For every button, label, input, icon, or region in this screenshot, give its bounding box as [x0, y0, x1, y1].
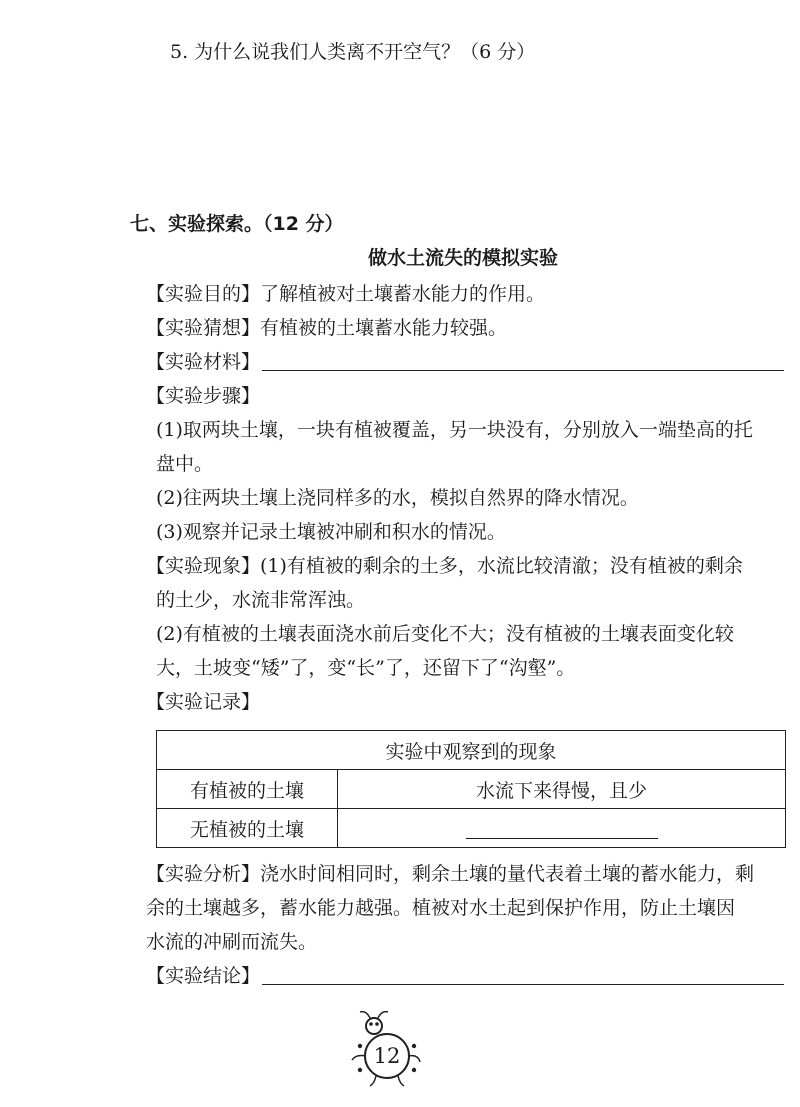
materials-answer-line[interactable]: [262, 370, 784, 371]
phenomenon-1-line-b: 的土少，水流非常浑浊。: [156, 589, 366, 611]
page-number-badge: [340, 1010, 430, 1090]
experiment-purpose: 【实验目的】了解植被对土壤蓄水能力的作用。: [146, 283, 546, 305]
table-row-2-value[interactable]: [338, 809, 786, 848]
table-row: [157, 809, 786, 848]
row-2-answer-line[interactable]: [466, 818, 658, 839]
step-1-line-b: 盘中。: [156, 453, 214, 475]
record-table: [156, 730, 786, 848]
table-row-1-label: 有植被的土壤: [157, 770, 338, 809]
table-row-2-label: 无植被的土壤: [157, 809, 338, 848]
analysis-line-b: 余的土壤越多，蓄水能力越强。植被对水土起到保护作用，防止土壤因: [146, 897, 736, 919]
table-row-1-value: 水流下来得慢，且少: [338, 770, 786, 809]
question-5: 5. 为什么说我们人类离不开空气？（6 分）: [170, 41, 536, 63]
table-row: [157, 770, 786, 809]
experiment-title: 做水土流失的模拟实验: [368, 247, 559, 269]
conclusion-label: 【实验结论】: [146, 965, 261, 987]
record-label: 【实验记录】: [146, 691, 261, 713]
steps-label: 【实验步骤】: [146, 385, 261, 407]
step-1-line-a: (1)取两块土壤，一块有植被覆盖，另一块没有，分别放入一端垫高的托: [156, 419, 753, 441]
page-number: 12: [373, 1044, 401, 1068]
analysis-line-a: 【实验分析】浇水时间相同时，剩余土壤的量代表着土壤的蓄水能力，剩: [146, 863, 755, 885]
phenomenon-2-line-b: 大，土坡变“矮”了，变“长”了，还留下了“沟壑”。: [156, 657, 576, 679]
materials-label: 【实验材料】: [146, 351, 261, 373]
table-header-row: [157, 731, 786, 770]
step-2: (2)往两块土壤上浇同样多的水，模拟自然界的降水情况。: [156, 487, 639, 509]
phenomenon-2-line-a: (2)有植被的土壤表面浇水前后变化不大；没有植被的土壤表面变化较: [156, 623, 734, 645]
phenomenon-1-line-a: 【实验现象】(1)有植被的剩余的土多，水流比较清澈；没有植被的剩余: [146, 555, 743, 577]
conclusion-answer-line[interactable]: [262, 984, 784, 985]
section-7-heading: 七、实验探索。（12 分）: [130, 213, 344, 235]
experiment-guess: 【实验猜想】有植被的土壤蓄水能力较强。: [146, 317, 508, 339]
analysis-line-c: 水流的冲刷而流失。: [146, 931, 318, 953]
step-3: (3)观察并记录土壤被冲刷和积水的情况。: [156, 521, 506, 543]
table-header: 实验中观察到的现象: [157, 731, 786, 770]
